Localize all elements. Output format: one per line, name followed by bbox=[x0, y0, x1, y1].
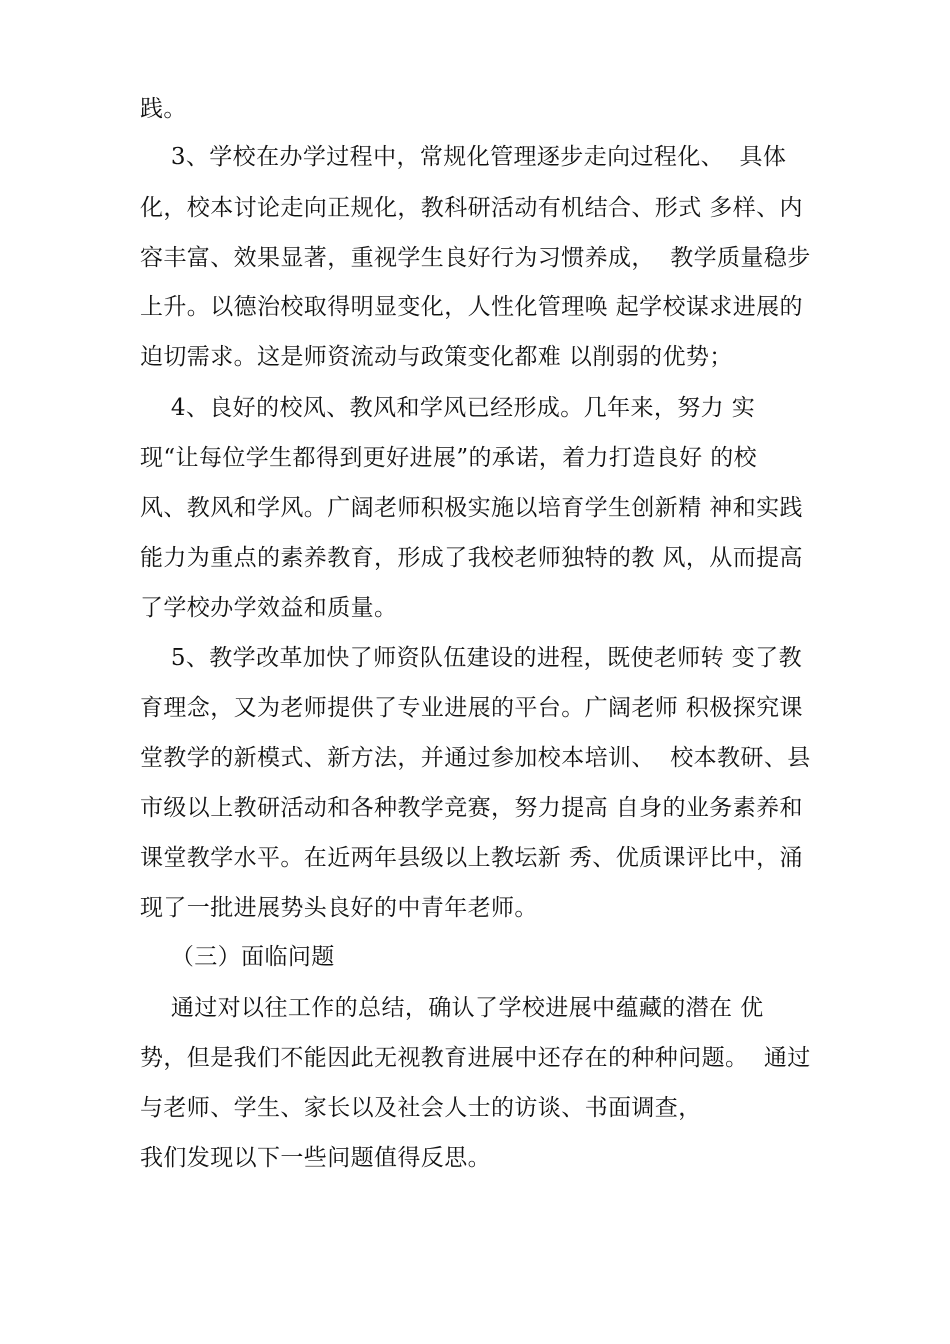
text-line: 通过对以往工作的总结，确认了学校进展中蕴藏的潜在 优 bbox=[140, 995, 764, 1021]
text-line: 迫切需求。这是师资流动与政策变化都难 以削弱的优势； bbox=[140, 344, 733, 370]
text-line: 容丰富、效果显著，重视学生良好行为习惯养成， 教学质量稳步 bbox=[140, 245, 811, 271]
text-line: 我们发现以下一些问题值得反思。 bbox=[140, 1145, 491, 1171]
text-line: 5、教学改革加快了师资队伍建设的进程，既使老师转 变了教 bbox=[140, 645, 802, 671]
text-line: 4、良好的校风、教风和学风已经形成。几年来，努力 实 bbox=[140, 395, 756, 421]
text-line: 上升。以德治校取得明显变化，人性化管理唤 起学校谋求进展的 bbox=[140, 294, 803, 320]
text-line: 现“让每位学生都得到更好进展”的承诺，着力打造良好 的校 bbox=[140, 445, 758, 471]
text-line: 堂教学的新模式、新方法，并通过参加校本培训、 校本教研、县 bbox=[140, 745, 811, 771]
text-line: 践。 bbox=[140, 96, 187, 122]
text-line: 了学校办学效益和质量。 bbox=[140, 595, 398, 621]
text-line: 课堂教学水平。在近两年县级以上教坛新 秀、优质课评比中，涌 bbox=[140, 845, 803, 871]
section-heading: （三）面临问题 bbox=[140, 944, 335, 970]
text-line: 风、教风和学风。广阔老师积极实施以培育学生创新精 神和实践 bbox=[140, 495, 803, 521]
text-line: 能力为重点的素养教育，形成了我校老师独特的教 风，从而提高 bbox=[140, 545, 803, 571]
text-line: 3、学校在办学过程中，常规化管理逐步走向过程化、 具体 bbox=[140, 144, 787, 170]
text-line: 育理念，又为老师提供了专业进展的平台。广阔老师 积极探究课 bbox=[140, 695, 803, 721]
text-line: 化，校本讨论走向正规化，教科研活动有机结合、形式 多样、内 bbox=[140, 195, 803, 221]
text-line: 势，但是我们不能因此无视教育进展中还存在的种种问题。 通过 bbox=[140, 1045, 811, 1071]
text-line: 现了一批进展势头良好的中青年老师。 bbox=[140, 895, 538, 921]
text-line: 与老师、学生、家长以及社会人士的访谈、书面调查， bbox=[140, 1095, 702, 1121]
text-line: 市级以上教研活动和各种教学竞赛，努力提高 自身的业务素养和 bbox=[140, 795, 803, 821]
